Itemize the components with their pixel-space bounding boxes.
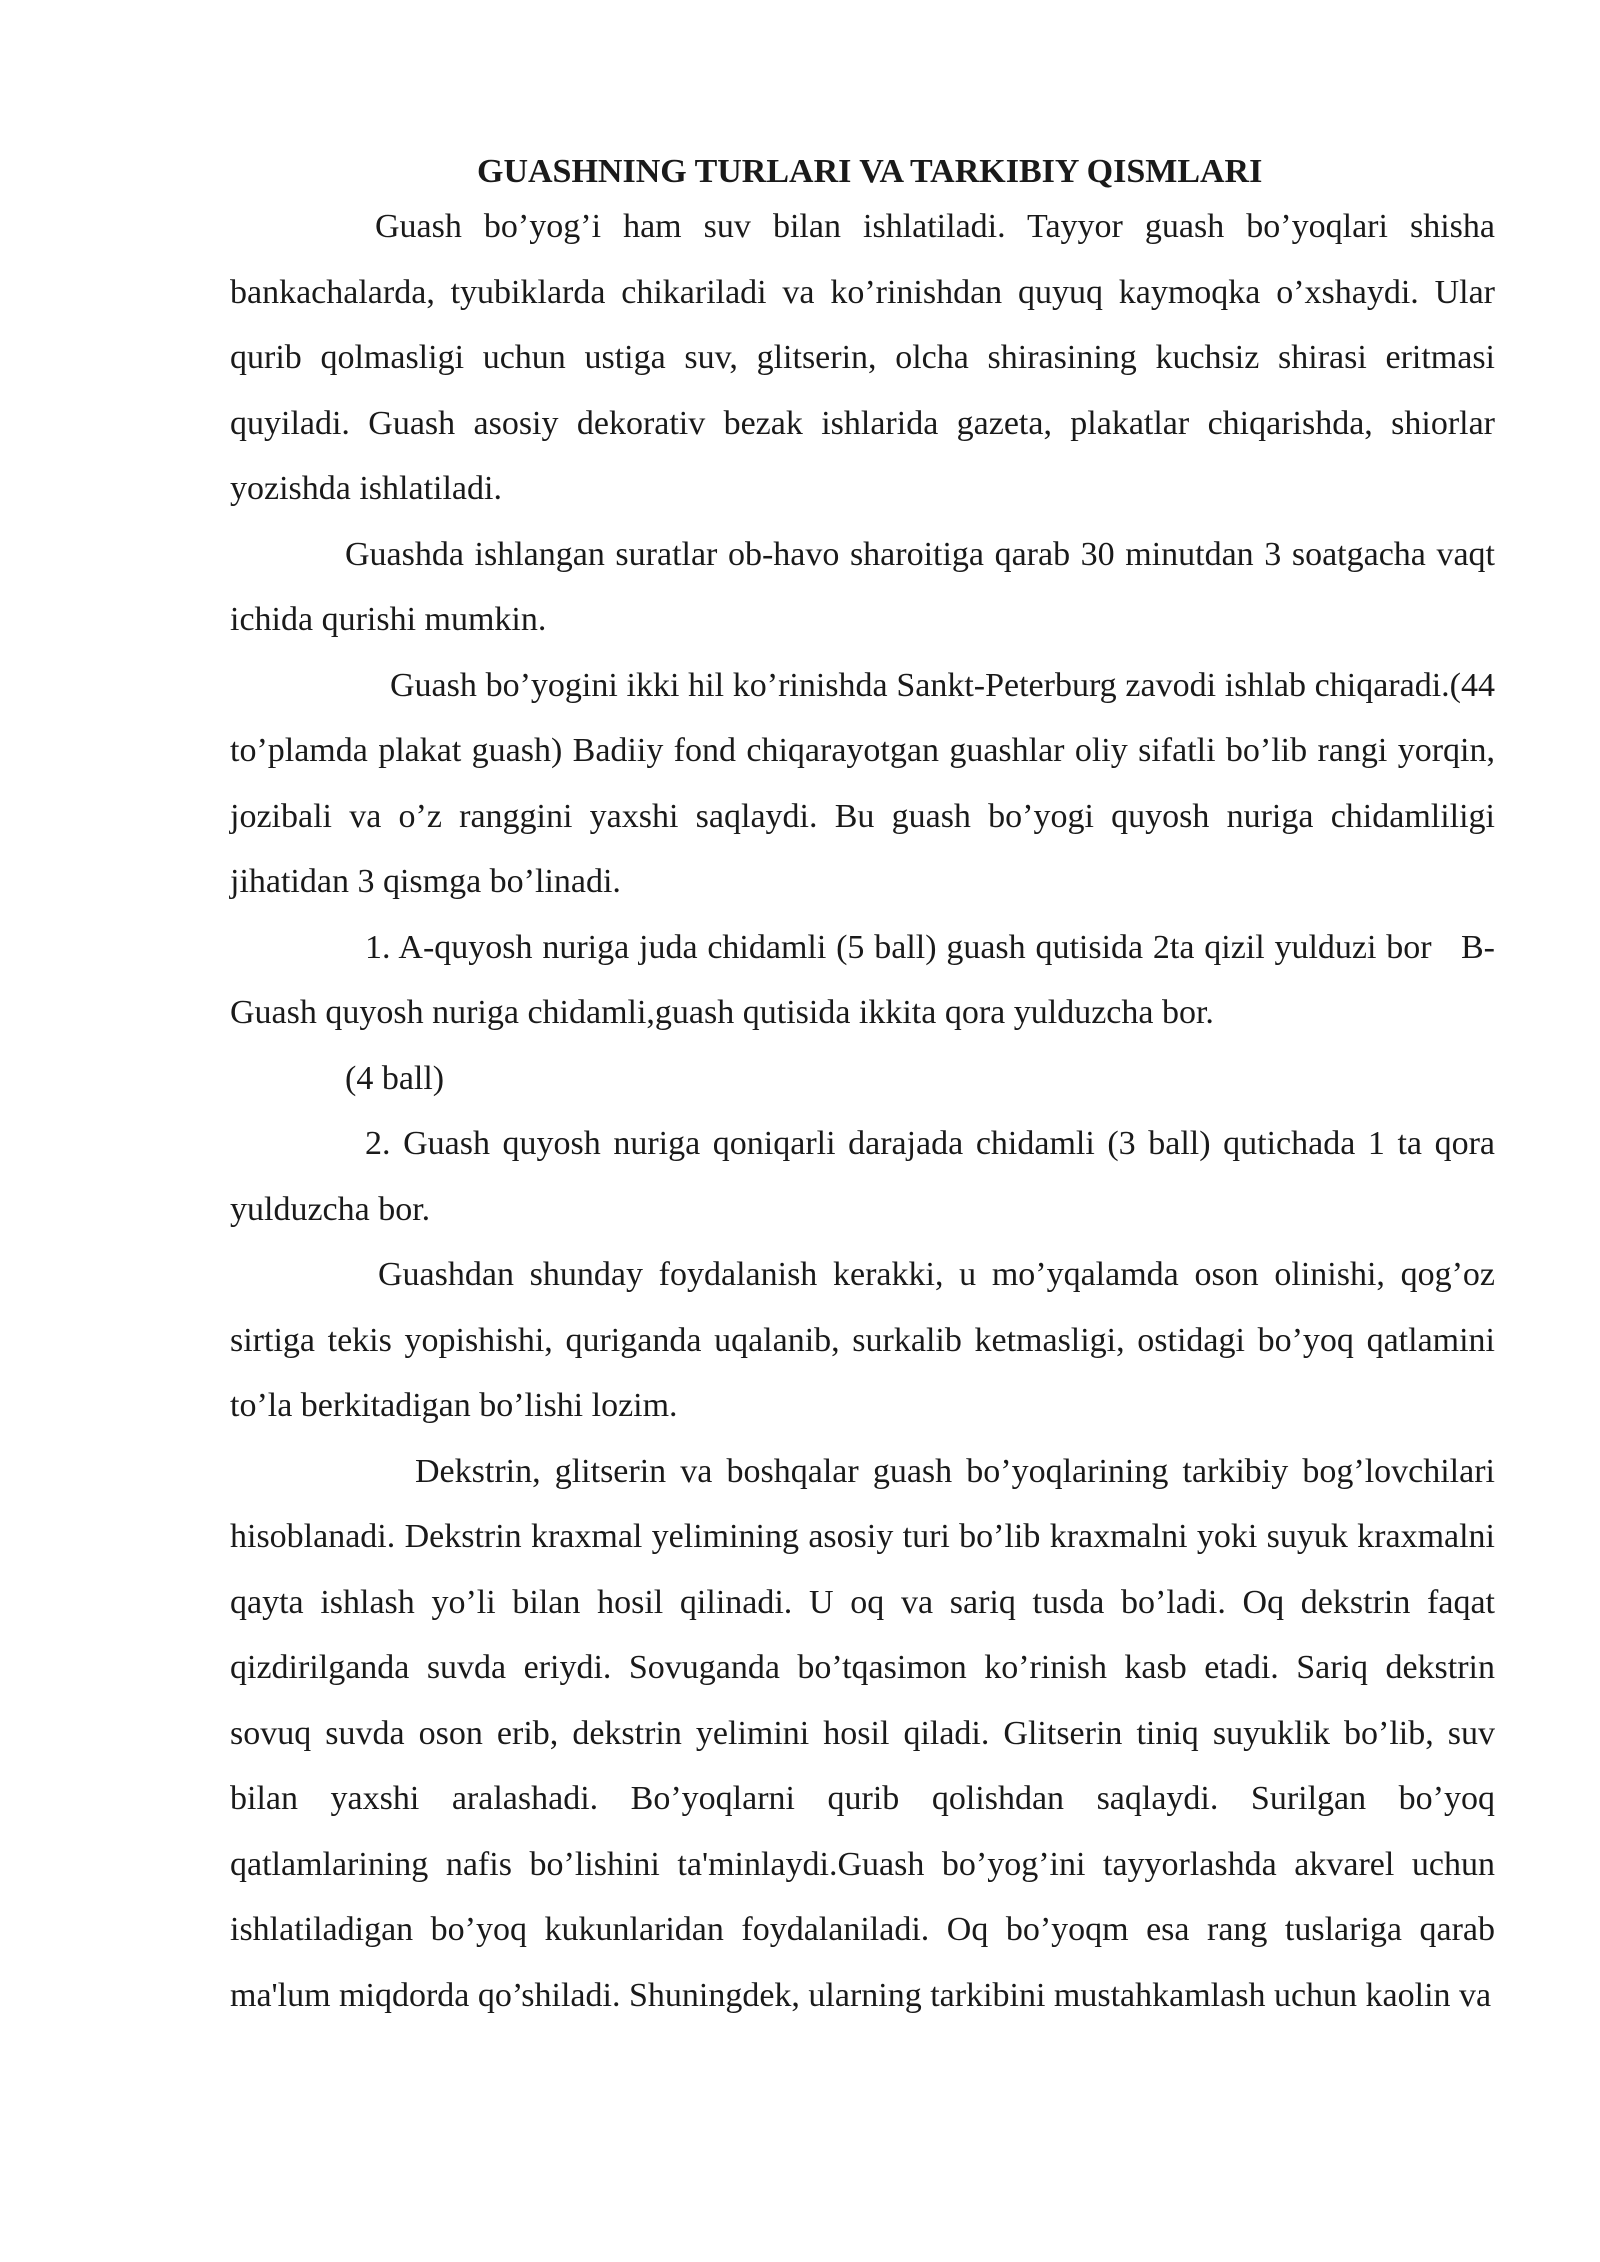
paragraph-usage: Guashdan shunday foydalanish kerakki, u mo’yqalamda oson olinishi, qog’oz sirtiga tekis yopishishi, quriganda uqalanib, surkalib ketmasligi, ostidagi bo’yoq qatlamini to’la berkitadigan bo’lishi lozim. [230, 1256, 1495, 1424]
paragraph-guash-intro: Guash bo’yog’i ham suv bilan ishlatiladi. Tayyor guash bo’yoqlari shisha bankachalarda, tyubiklarda chikariladi va ko’rinishdan quyuq kaymoqka o’xshaydi. Ular qurib qolmasligi uchun ustiga suv, glitserin, olcha shirasining kuchsiz shirasi eritmasi quyiladi. Guash asosiy dekorativ bezak ishlarida gazeta, plakatlar chiqarishda, shiorlar yozishda ishlatiladi. [230, 208, 1495, 507]
document-title: GUASHNING TURLARI VA TARKIBIY QISMLARI [477, 153, 1263, 190]
paragraph-drying-time: Guashda ishlangan suratlar ob-havo sharoitiga qarab 30 minutdan 3 soatgacha vaqt ichida qurishi mumkin. [230, 535, 1495, 638]
paragraph-production: Guash bo’yogini ikki hil ko’rinishda Sankt-Peterburg zavodi ishlab chiqaradi.(44 to’plamda plakat guash) Badiiy fond chiqarayotgan guashlar oliy sifatli bo’lib rangi yorqin, jozibali va o’z ranggini yaxshi saqlaydi. Bu guash bo’yogi quyosh nuriga chidamliligi jihatidan 3 qismga bo’linadi. [230, 666, 1495, 900]
list-item-1: 1. A-quyosh nuriga juda chidamli (5 ball) guash qutisida 2ta qizil yulduzi bor B- Guash quyosh nuriga chidamli,guash qutisida ikkita qora yulduzcha bor. [230, 928, 1504, 1031]
list-item-1-note: (4 ball) [345, 1059, 445, 1097]
list-item-2: 2. Guash quyosh nuriga qoniqarli darajada chidamli (3 ball) qutichada 1 ta qora yulduzcha bor. [230, 1125, 1495, 1228]
paragraph-components: Dekstrin, glitserin va boshqalar guash bo’yoqlarining tarkibiy bog’lovchilari hisoblanadi. Dekstrin kraxmal yelimining asosiy turi bo’lib kraxmalni yoki suyuk kraxmalni qayta ishlash yo’li bilan hosil qilinadi. U oq va sariq tusda bo’ladi. Oq dekstrin faqat qizdirilganda suvda eriydi. Sovuganda bo’tqasimon ko’rinish kasb etadi. Sariq dekstrin sovuq suvda oson erib, dekstrin yelimini hosil qiladi. Glitserin tiniq suyuklik bo’lib, suv bilan yaxshi aralashadi. Bo’yoqlarni qurib qolishdan saqlaydi. Surilgan bo’yoq qatlamlarining nafis bo’lishini ta'minlaydi.Guash bo’yog’ini tayyorlashda akvarel uchun ishlatiladigan bo’yoq kukunlaridan foydalaniladi. Oq bo’yoqm esa rang tuslariga qarab ma'lum miqdorda qo’shiladi. Shuningdek, ularning tarkibini mustahkamlash uchun kaolin va [230, 1452, 1495, 2014]
document-page [230, 150, 1504, 2028]
